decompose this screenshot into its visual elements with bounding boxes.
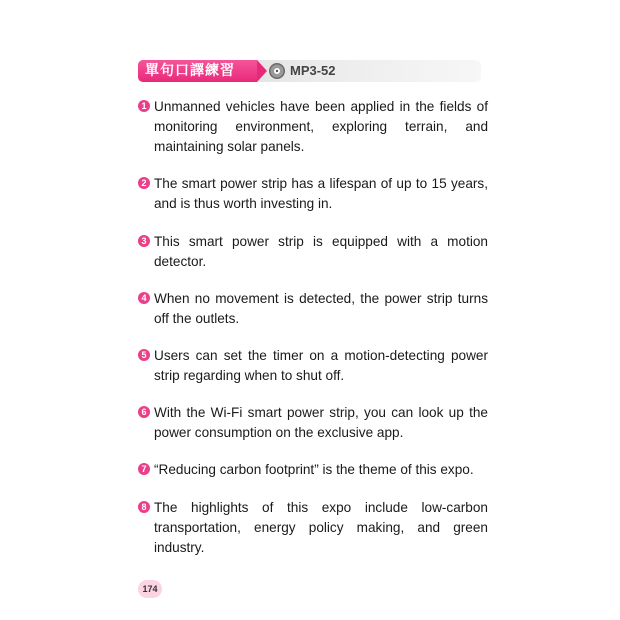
sentence-item — [138, 346, 488, 386]
number-badge: 3 — [138, 235, 150, 247]
audio-track-label: MP3-52 — [290, 63, 336, 78]
sentence-text: The smart power strip has a lifespan of up to 15 years, and is thus worth investing in. — [154, 176, 488, 211]
number-badge: 8 — [138, 501, 150, 513]
sentence-item — [138, 174, 488, 214]
number-badge: 2 — [138, 177, 150, 189]
section-header — [138, 60, 481, 82]
number-badge: 1 — [138, 100, 150, 112]
sentence-item — [138, 498, 488, 558]
number-badge: 4 — [138, 292, 150, 304]
number-badge: 5 — [138, 349, 150, 361]
sentence-item — [138, 232, 488, 272]
sentence-text: “Reducing carbon footprint” is the theme of this expo. — [154, 462, 474, 477]
number-badge: 6 — [138, 406, 150, 418]
number-badge: 7 — [138, 463, 150, 475]
sentence-text: The highlights of this expo include low-carbon transportation, energy policy making, and green industry. — [154, 500, 488, 555]
sentence-text: Unmanned vehicles have been applied in the fields of monitoring environment, exploring terrain, and maintaining solar panels. — [154, 99, 488, 154]
cd-icon — [268, 62, 286, 80]
sentence-text: When no movement is detected, the power strip turns off the outlets. — [154, 291, 488, 326]
section-title: 單句口譯練習 — [138, 60, 257, 82]
sentence-text: With the Wi-Fi smart power strip, you can look up the power consumption on the exclusive app. — [154, 405, 488, 440]
sentence-text: Users can set the timer on a motion-detecting power strip regarding when to shut off. — [154, 348, 488, 383]
sentence-item — [138, 403, 488, 443]
sentence-item — [138, 97, 488, 157]
sentence-item — [138, 289, 488, 329]
page-number: 174 — [138, 580, 162, 598]
sentence-text: This smart power strip is equipped with a motion detector. — [154, 234, 488, 269]
sentence-item — [138, 460, 488, 480]
